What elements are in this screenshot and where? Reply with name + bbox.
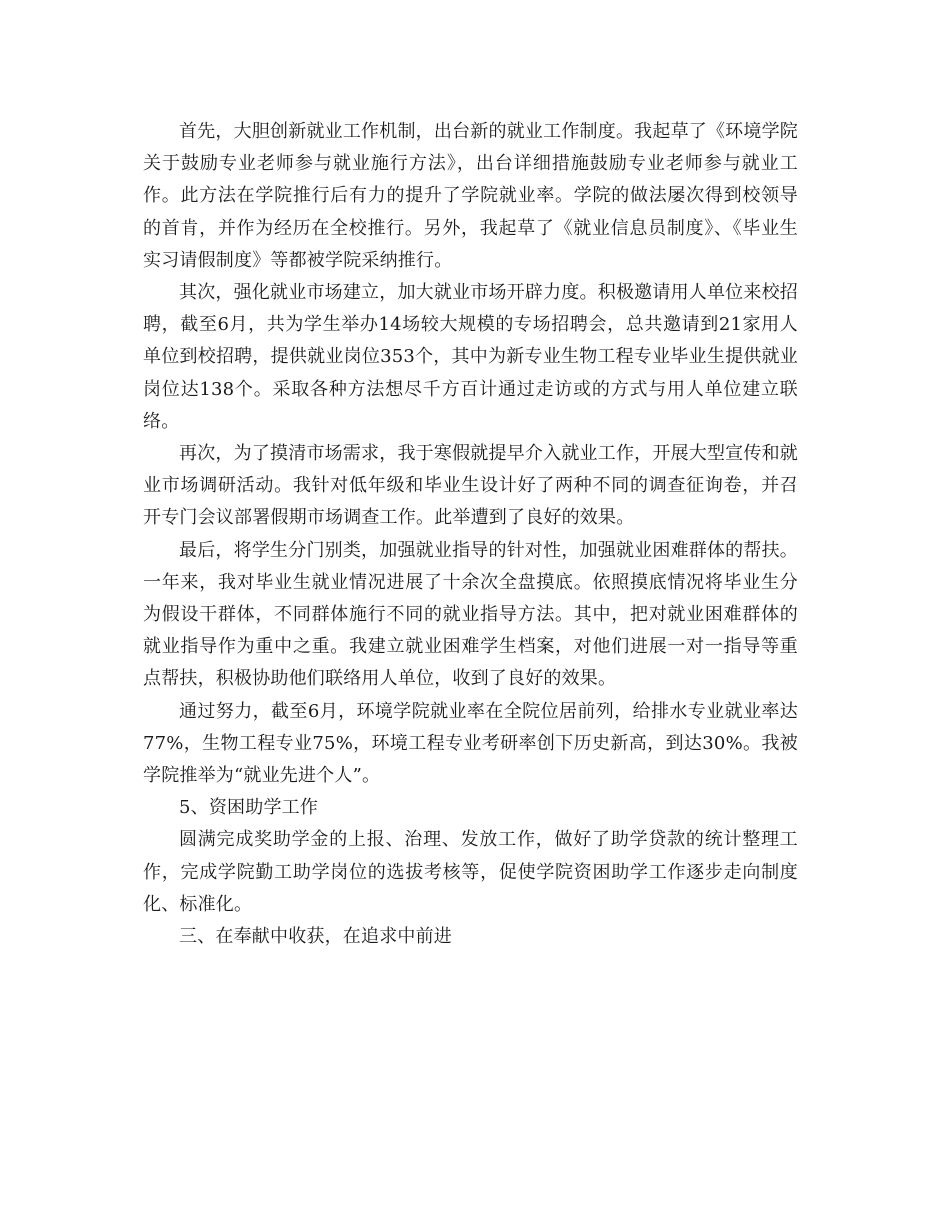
paragraph-market-research: 再次，为了摸清市场需求，我于寒假就提早介入就业工作，开展大型宣传和就业市场调研活动。我针对低年级和毕业生设计好了两种不同的调查征询卷，并召开专门会议部署假期市场调查工作。此举遭到了良好的效果。 [143,443,798,529]
document-page [143,116,798,953]
paragraph-employment-results: 通过努力，截至6月，环境学院就业率在全院位居前列，给排水专业就业率达77%，生物工程专业75%，环境工程专业考研率创下历史新高，到达30%。我被学院推举为“就业先进个人”。 [143,700,798,787]
section-heading-part-three: 三、在奉献中收获，在追求中前进 [179,926,452,948]
paragraph-student-aid: 圆满完成奖助学金的上报、治理、发放工作，做好了助学贷款的统计整理工作，完成学院勤工助学岗位的选拔考核等，促使学院资困助学工作逐步走向制度化、标准化。 [143,829,798,915]
paragraph-job-market: 其次，强化就业市场建立，加大就业市场开辟力度。积极邀请用人单位来校招聘，截至6月，共为学生举办14场较大规模的专场招聘会，总共邀请到21家用人单位到校招聘，提供就业岗位353个，其中为新专业生物工程专业毕业生提供就业岗位达138个。采取各种方法想尽千方百计通过走访或的方式与用人单位建立联络。 [143,282,798,432]
section-heading-student-aid: 5、资困助学工作 [179,797,319,819]
paragraph-targeted-guidance: 最后，将学生分门别类，加强就业指导的针对性，加强就业困难群体的帮扶。一年来，我对毕业生就业情况进展了十余次全盘摸底。依照摸底情况将毕业生分为假设干群体，不同群体施行不同的就业指导方法。其中，把对就业困难群体的就业指导作为重中之重。我建立就业困难学生档案，对他们进展一对一指导等重点帮扶，积极协助他们联络用人单位，收到了良好的效果。 [143,539,798,690]
paragraph-innovation-mechanism: 首先，大胆创新就业工作机制，出台新的就业工作制度。我起草了《环境学院关于鼓励专业老师参与就业施行方法》，出台详细措施鼓励专业老师参与就业工作。此方法在学院推行后有力的提升了学院就业率。学院的做法屡次得到校领导的首肯，并作为经历在全校推行。另外，我起草了《就业信息员制度》、《毕业生实习请假制度》等都被学院采纳推行。 [143,121,798,271]
